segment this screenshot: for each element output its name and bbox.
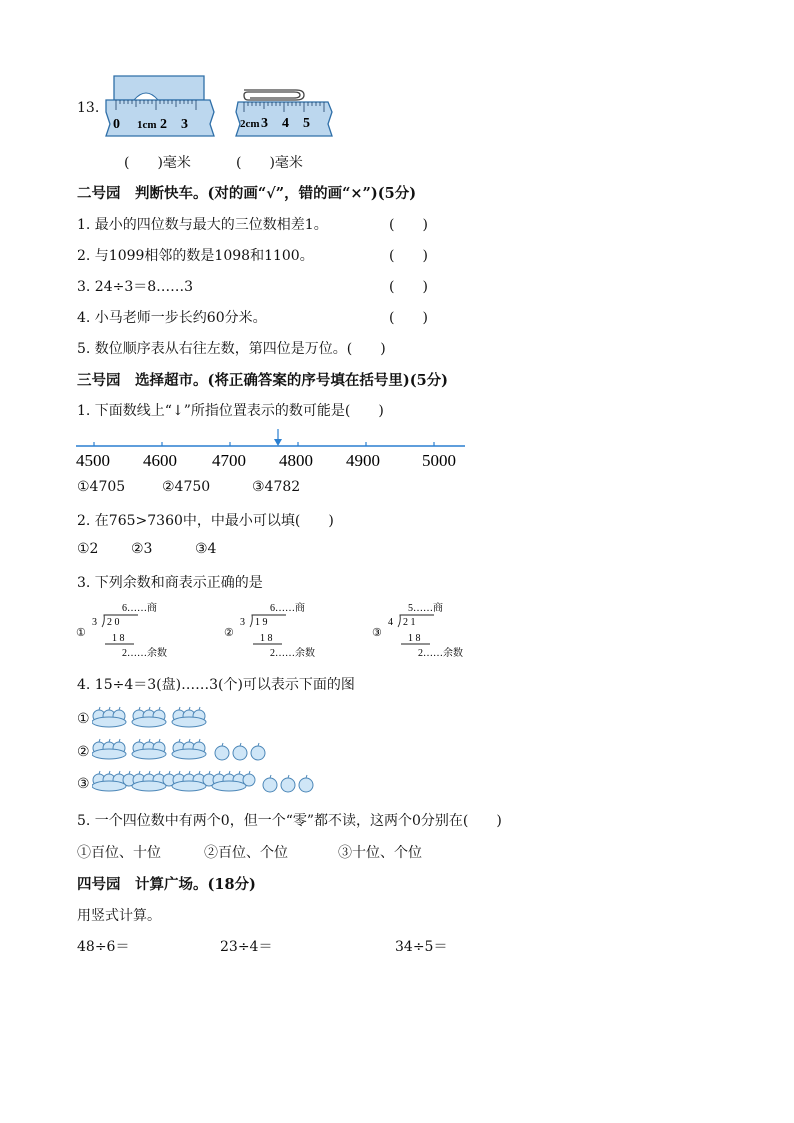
judgment-item-5: 5. 数位顺序表从右往左数，第四位是万位。( ) [77, 341, 386, 357]
ruler2-label-0: 2cm [240, 118, 260, 130]
long-division-options [74, 600, 494, 662]
judgment-blank-3[interactable]: ( ) [389, 279, 428, 295]
fruit-stem [139, 771, 140, 774]
fruit-stem [129, 771, 130, 774]
judgment-item-1: 1. 最小的四位数与最大的三位数相差1。 [77, 217, 328, 233]
plate-icon [92, 717, 126, 727]
fruit-stem [109, 739, 110, 742]
section-title-judgment: 二号园 判断快车。(对的画“√”，错的画“×”)(5分) [77, 185, 417, 202]
fruit-stem [249, 771, 250, 774]
svg-text:6……商: 6……商 [270, 603, 305, 614]
judgment-blank-2[interactable]: ( ) [389, 248, 428, 264]
svg-text:2 0: 2 0 [107, 617, 120, 628]
question-number: 13. [77, 100, 100, 116]
down-arrow-head-icon [274, 439, 282, 446]
number-line-label-4700: 4700 [212, 451, 246, 470]
answer-blank-mm-2[interactable]: ( )毫米 [236, 155, 303, 171]
fruit-stem [99, 707, 100, 710]
instruction-vertical-calc: 用竖式计算。 [77, 908, 161, 924]
option-3[interactable]: ③4 [195, 541, 217, 557]
plate-icon [92, 781, 126, 791]
calc-problem-1[interactable]: 48÷6＝ [77, 939, 130, 955]
fruit-icon [215, 746, 229, 760]
svg-text:4: 4 [388, 617, 393, 628]
plate-icon [92, 749, 126, 759]
judgment-item-2: 2. 与1099相邻的数是1098和1100。 [77, 248, 314, 264]
fruit-icon [251, 746, 265, 760]
ruler2-label-3: 5 [303, 116, 310, 131]
fruit-stem [199, 707, 200, 710]
fruit-option-3-mark[interactable]: ③ [77, 776, 90, 792]
section-title-calculation: 四号园 计算广场。(18分) [77, 876, 256, 893]
fruit-stem [99, 771, 100, 774]
ruler-with-paperclip-image [232, 72, 340, 140]
svg-text:2 1: 2 1 [403, 617, 416, 628]
plate-icon [172, 781, 206, 791]
plate-icon [132, 749, 166, 759]
plate-icon [172, 717, 206, 727]
fruit-stem [139, 739, 140, 742]
fruit-stem [159, 739, 160, 742]
fruit-stem [199, 739, 200, 742]
plate-icon [212, 781, 246, 791]
fruit-icon [299, 778, 313, 792]
fruit-stem [119, 707, 120, 710]
ruler-with-eraser-image [104, 72, 218, 140]
option-2[interactable]: ②3 [131, 541, 153, 557]
fruit-stem [209, 771, 210, 774]
number-line-label-4900: 4900 [346, 451, 380, 470]
fruit-stem [109, 707, 110, 710]
fruit-stem [219, 771, 220, 774]
svg-text:3: 3 [240, 617, 245, 628]
fruit-stem [189, 707, 190, 710]
fruit-stem [109, 771, 110, 774]
fruit-stem [179, 771, 180, 774]
fruit-stem [119, 739, 120, 742]
paperclip-shape [244, 90, 304, 100]
answer-blank-mm-1[interactable]: ( )毫米 [124, 155, 191, 171]
long-division-option-1[interactable] [76, 601, 167, 659]
fruit-stem [149, 707, 150, 710]
option-1[interactable]: ①2 [77, 541, 99, 557]
svg-text:①: ① [76, 627, 86, 639]
ruler1-label-1: 1cm [137, 119, 157, 131]
fruit-stem [149, 771, 150, 774]
fruit-option-2-mark[interactable]: ② [77, 744, 90, 760]
fruit-stem [169, 771, 170, 774]
judgment-blank-1[interactable]: ( ) [389, 217, 428, 233]
svg-text:2……余数: 2……余数 [122, 648, 167, 659]
fruit-stem [239, 771, 240, 774]
fruit-stem [99, 739, 100, 742]
fruit-stem [149, 739, 150, 742]
fruit-stem [119, 771, 120, 774]
choice-question-4: 4. 15÷4＝3(盘)……3(个)可以表示下面的图 [77, 677, 355, 693]
svg-text:②: ② [224, 627, 234, 639]
long-division-option-2[interactable] [224, 601, 315, 659]
long-division-option-3[interactable] [372, 601, 463, 659]
number-line-label-4500: 4500 [76, 451, 110, 470]
section-title-choice: 三号园 选择超市。(将正确答案的序号填在括号里)(5分) [77, 372, 449, 389]
choice-question-1: 1. 下面数线上“↓”所指位置表示的数可能是( ) [77, 403, 384, 419]
svg-text:2……余数: 2……余数 [418, 648, 463, 659]
svg-text:6……商: 6……商 [122, 603, 157, 614]
choice-question-2: 2. 在765>7360中，中最小可以填( ) [77, 513, 334, 529]
ruler1-label-0: 0 [113, 117, 120, 132]
ruler2-label-1: 3 [261, 116, 268, 131]
svg-text:5……商: 5……商 [408, 603, 443, 614]
option-2-4750[interactable]: ②4750 [162, 479, 211, 495]
fruit-stem [179, 739, 180, 742]
fruit-option-1-mark[interactable]: ① [77, 711, 90, 727]
fruit-stem [199, 771, 200, 774]
judgment-blank-4[interactable]: ( ) [389, 310, 428, 326]
fruit-stem [189, 739, 190, 742]
fruit-stem [159, 707, 160, 710]
svg-text:2……余数: 2……余数 [270, 648, 315, 659]
ruler2-label-2: 4 [282, 116, 289, 131]
ruler1-label-3: 3 [181, 117, 188, 132]
number-line [74, 426, 468, 474]
plate-icon [132, 781, 166, 791]
ruler1-label-2: 2 [160, 117, 167, 132]
judgment-item-4: 4. 小马老师一步长约60分米。 [77, 310, 267, 326]
fruit-stem [229, 771, 230, 774]
option-1-4705[interactable]: ①4705 [77, 479, 126, 495]
number-line-label-4800: 4800 [279, 451, 313, 470]
fruit-stem [179, 707, 180, 710]
fruit-icon [233, 746, 247, 760]
eraser-shape [114, 76, 204, 100]
fruit-icon [281, 778, 295, 792]
choice-question-5: 5. 一个四位数中有两个0，但一个“零”都不读，这两个0分别在( ) [77, 813, 502, 829]
svg-text:1 8: 1 8 [408, 633, 421, 644]
fruit-icon [263, 778, 277, 792]
svg-text:1 8: 1 8 [260, 633, 273, 644]
number-line-label-4600: 4600 [143, 451, 177, 470]
fruit-plates-image [92, 700, 322, 800]
judgment-item-3: 3. 24÷3＝8……3 [77, 279, 194, 295]
option-3-4782[interactable]: ③4782 [252, 479, 301, 495]
calc-problem-2[interactable]: 23÷4＝ [220, 939, 273, 955]
svg-text:③: ③ [372, 627, 382, 639]
choice-question-3: 3. 下列余数和商表示正确的是 [77, 575, 263, 591]
option-2-hundreds-ones[interactable]: ②百位、个位 [204, 845, 288, 861]
option-1-hundreds-tens[interactable]: ①百位、十位 [77, 845, 161, 861]
fruit-stem [189, 771, 190, 774]
number-line-label-5000: 5000 [422, 451, 456, 470]
fruit-stem [139, 707, 140, 710]
fruit-stem [159, 771, 160, 774]
plate-icon [132, 717, 166, 727]
calc-problem-3[interactable]: 34÷5＝ [395, 939, 448, 955]
svg-text:1 8: 1 8 [112, 633, 125, 644]
svg-text:3: 3 [92, 617, 97, 628]
option-3-tens-ones[interactable]: ③十位、个位 [338, 845, 422, 861]
plate-icon [172, 749, 206, 759]
svg-text:1 9: 1 9 [255, 617, 268, 628]
